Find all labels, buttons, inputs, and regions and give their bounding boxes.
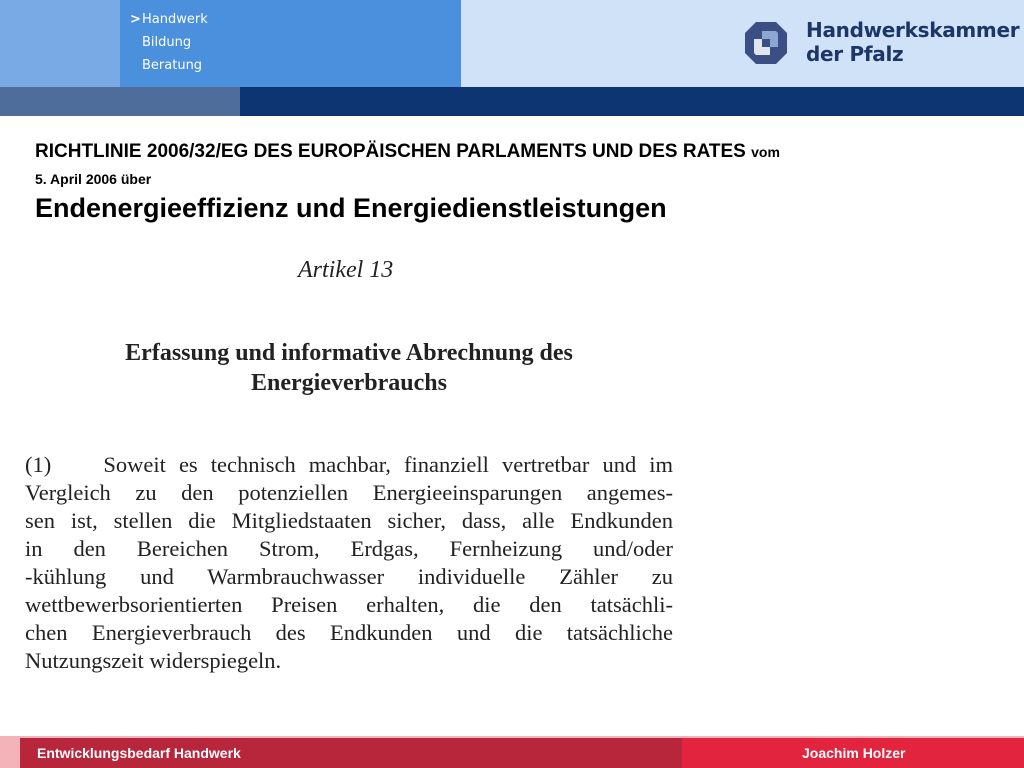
paragraph-line: Vergleich zu den potenziellen Energieeinsparungen angemes- <box>25 480 673 505</box>
paragraph-line: in den Bereichen Strom, Erdgas, Fernheizung und/oder <box>25 536 673 561</box>
header-band-dark <box>240 87 1024 116</box>
header-left-panel <box>0 0 120 87</box>
nav-item-handwerk[interactable] <box>130 8 208 31</box>
article-heading-line: Erfassung und informative Abrechnung des <box>125 340 573 366</box>
hwk-logo-text[interactable] <box>806 18 1019 66</box>
header-nav <box>130 8 208 77</box>
paragraph-line: (1) Soweit es technisch machbar, finanziell vertretbar und im <box>25 452 673 477</box>
article-heading <box>100 338 598 398</box>
directive-title <box>35 141 780 163</box>
paragraph-line: chen Energieverbrauch des Endkunden und die tatsächliche <box>25 620 673 645</box>
paragraph-line: wettbewerbsorientierten Preisen erhalten, die den tatsächli- <box>25 592 673 617</box>
nav-item-label: Handwerk <box>142 12 208 27</box>
footer-author: Joachim Holzer <box>802 745 906 761</box>
hwk-logo-icon <box>744 21 788 65</box>
directive-subject: Endenergieeffizienz und Energiedienstleistungen <box>35 193 667 223</box>
paragraph-line: -kühlung und Warmbrauchwasser individuelle Zähler zu <box>25 564 673 589</box>
article-paragraph <box>25 451 673 675</box>
logo-line-2: der Pfalz <box>806 42 904 66</box>
logo-line-1: Handwerkskammer <box>806 18 1020 42</box>
chevron-right-icon: > <box>130 12 141 27</box>
directive-title-main: RICHTLINIE 2006/32/EG DES EUROPÄISCHEN PARLAMENTS UND DES RATES <box>35 141 746 162</box>
header-band-light <box>0 87 240 116</box>
article-heading-line: Energieverbrauchs <box>251 370 447 396</box>
nav-item-bildung[interactable] <box>130 31 208 54</box>
article-number: Artikel 13 <box>298 257 394 283</box>
nav-item-label: Bildung <box>142 35 192 50</box>
nav-item-beratung[interactable] <box>130 54 208 77</box>
nav-item-label: Beratung <box>142 58 203 73</box>
paragraph-line: Nutzungszeit widerspiegeln. <box>25 648 282 673</box>
footer-presentation-title: Entwicklungsbedarf Handwerk <box>37 745 241 761</box>
directive-date: 5. April 2006 über <box>35 171 152 187</box>
paragraph-line: sen ist, stellen die Mitgliedstaaten sicher, dass, alle Endkunden <box>25 508 673 533</box>
directive-title-suffix: vom <box>751 144 780 160</box>
